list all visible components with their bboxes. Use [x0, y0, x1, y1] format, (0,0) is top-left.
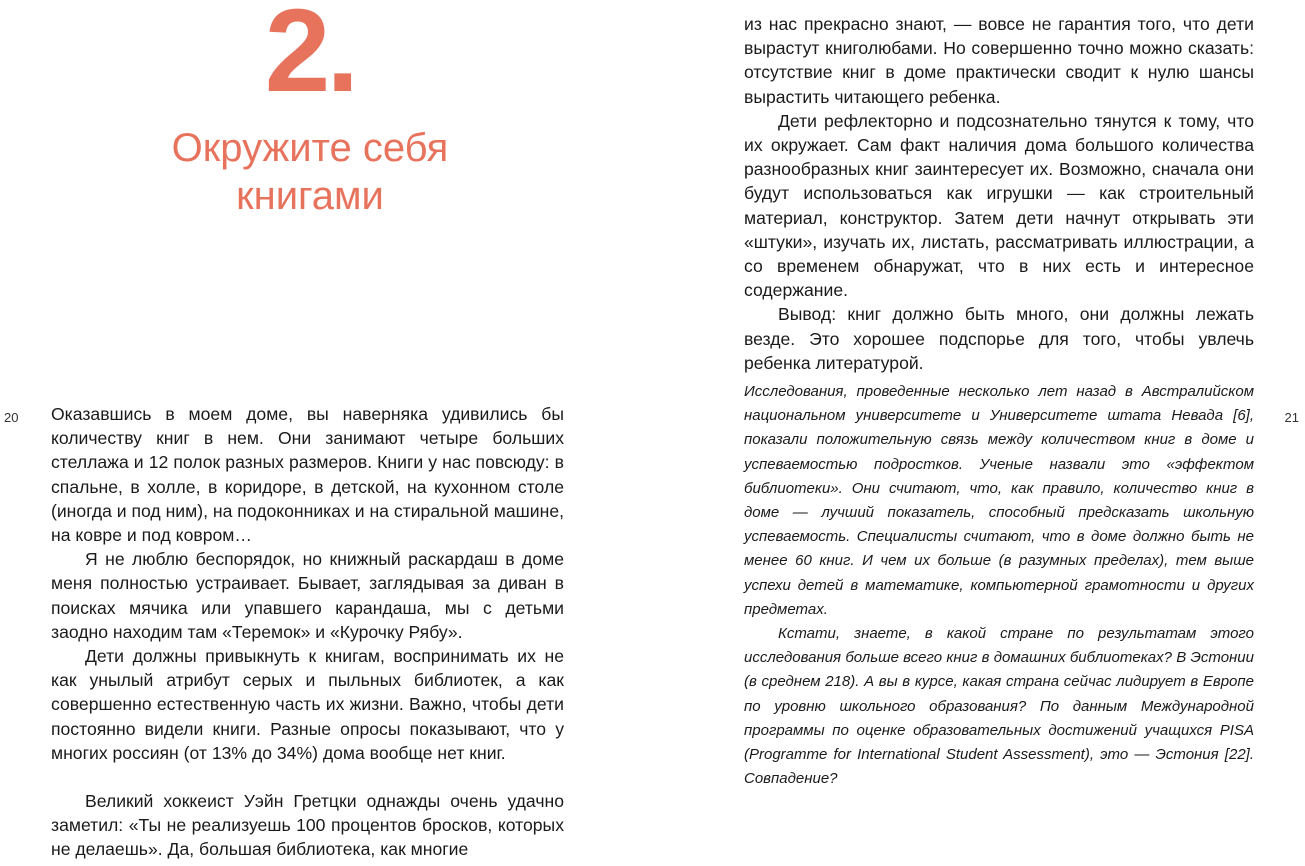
page-number-right: 21	[1284, 410, 1299, 425]
body-paragraph: Дети должны привыкнуть к книгам, воспринимать их не как унылый атрибут серых и пыльных библиотек, а как совершенно естественную часть их жизни. Важно, чтобы дети постоянно видели книги. Разные опросы показывают, что у многих россиян (от 13% до 34%) дома вообще нет книг.	[51, 646, 564, 763]
chapter-title-line-2: книгами	[236, 174, 384, 218]
note-paragraph: Исследования, проведенные несколько лет назад в Австралийском национальном университете и Университете штата Невада [6], показали положительную связь между количеством книг в доме и успеваемостью подростков. Ученые назвали это «эффектом библиотеки». Они считают, что, как правило, количество книг в доме — лучший показатель, способный предсказать школьную успеваемость. Специалисты считают, что в доме должно быть не менее 60 книг. И чем их больше (в разумных пределах), тем выше успехи детей в математике, компьютерной грамотности и других предметах.	[744, 383, 1254, 618]
right-page-body	[744, 12, 1254, 375]
chapter-title-line-1: Окружите себя	[171, 126, 449, 170]
note-paragraph: Кстати, знаете, в какой стране по результатам этого исследования больше всего книг в домашних библиотеках? В Эстонии (в среднем 218). А вы в курсе, какая страна сейчас лидирует в Европе по уровню школьного образования? По данным Международной программы по оценке образовательных достижений учащихся PISA (Programme for International Student Assessment), это — Эстония [22]. Совпадение?	[744, 625, 1254, 788]
chapter-number: 2.	[264, 0, 356, 117]
left-page-body	[51, 402, 564, 862]
body-paragraph: Вывод: книг должно быть много, они должны лежать везде. Это хорошее подспорье для того, чтобы увлечь ребенка литературой.	[744, 304, 1254, 373]
chapter-title	[120, 124, 500, 220]
body-paragraph: Оказавшись в моем доме, вы наверняка удивились бы количеству книг в нем. Они занимают четыре больших стеллажа и 12 полок разных размеров. Книги у нас повсюду: в спальне, в холле, в коридоре, в детской, на кухонном столе (иногда и под ним), на подоконниках и на стиральной машине, на ковре и под ковром…	[51, 404, 564, 546]
body-paragraph: Я не люблю беспорядок, но книжный раскардаш в доме меня полностью устраивает. Бывает, заглядывая за диван в поисках мячика или упавшего карандаша, мы с детьми заодно находим там «Теремок» и «Курочку Рябу».	[51, 549, 564, 642]
body-paragraph: Великий хоккеист Уэйн Гретцки однажды очень удачно заметил: «Ты не реализуешь 100 процентов бросков, которых не делаешь». Да, большая библиотека, как многие	[51, 791, 564, 860]
body-paragraph: из нас прекрасно знают, — вовсе не гарантия того, что дети вырастут книголюбами. Но совершенно точно можно сказать: отсутствие книг в доме практически сводит к нулю шансы вырастить читающего ребенка.	[744, 14, 1254, 107]
research-note	[744, 380, 1254, 791]
body-paragraph: Дети рефлекторно и подсознательно тянутся к тому, что их окружает. Сам факт наличия дома большого количества разнообразных книг заинтересует их. Возможно, сначала они будут использоваться как игрушки — как строительный материал, конструктор. Затем дети начнут открывать эти «штуки», изучать их, листать, рассматривать иллюстрации, а со временем обнаружат, что в них есть и интересное содержание.	[744, 110, 1254, 301]
page-number-left: 20	[4, 410, 19, 425]
